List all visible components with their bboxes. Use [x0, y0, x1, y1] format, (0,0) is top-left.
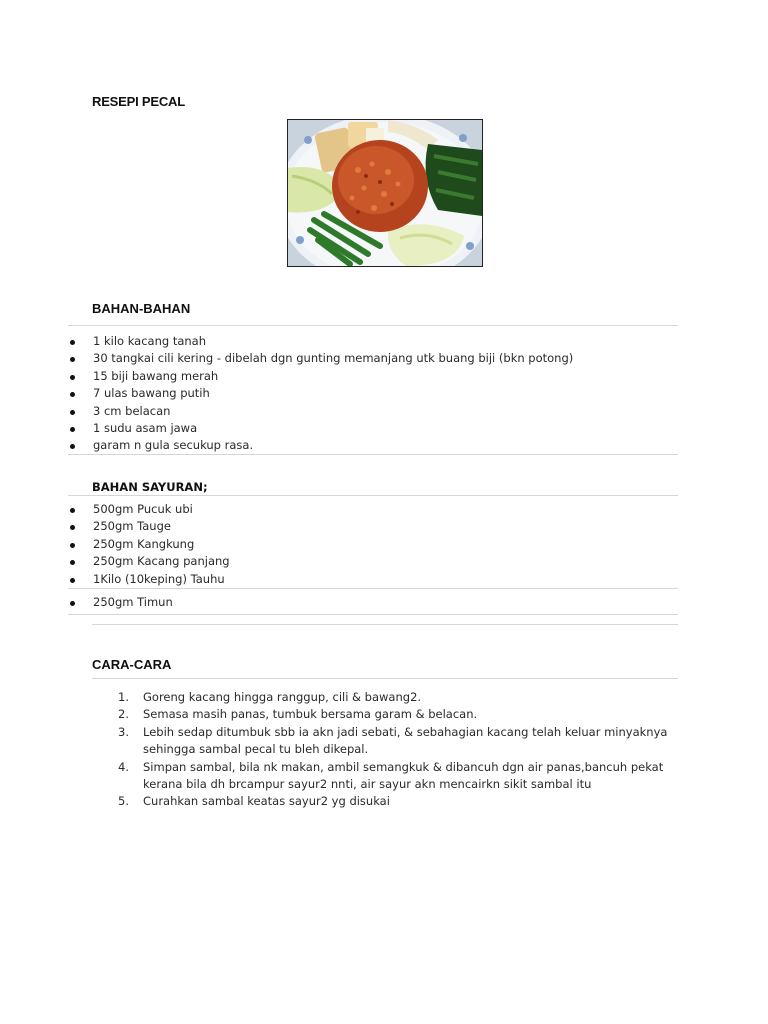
bullet-icon — [70, 543, 75, 548]
list-item — [0, 437, 573, 454]
step-text: Curahkan sambal keatas sayur2 yg disukai — [143, 794, 390, 809]
step-item — [0, 724, 700, 759]
cara-steps — [0, 689, 700, 811]
list-item — [0, 350, 573, 367]
list-item-text: garam n gula secukup rasa. — [93, 438, 254, 453]
bahan-list — [0, 333, 573, 455]
step-item — [0, 706, 700, 723]
sayuran-extra-list — [0, 594, 173, 611]
pecal-dish-photo — [287, 119, 483, 267]
step-text: Semasa masih panas, tumbuk bersama garam & belacan. — [143, 707, 478, 722]
bahan-heading: BAHAN-BAHAN — [92, 301, 191, 316]
list-item-text: 1 sudu asam jawa — [93, 420, 198, 435]
step-text: Goreng kacang hingga ranggup, cili & bawang2. — [143, 690, 422, 704]
list-item-text: 3 cm belacan — [93, 403, 171, 418]
bullet-icon — [70, 508, 75, 513]
step-text: Lebih sedap ditumbuk sbb ia akn jadi sebati, & sebahagian kacang telah keluar minyaknya sehingga sambal pecal tu bleh dikepal. — [143, 724, 668, 757]
list-item — [0, 368, 573, 385]
list-item-text: 15 biji bawang merah — [93, 368, 219, 383]
step-number: 4. — [118, 759, 129, 774]
divider — [92, 678, 678, 679]
list-item — [0, 501, 230, 518]
step-text: Simpan sambal, bila nk makan, ambil semangkuk & dibancuh dgn air panas,bancuh pekat kerana bila dh brcampur sayur2 nnti, air sayur akn mencairkn sikit sambal itu — [143, 759, 664, 792]
list-item — [0, 594, 173, 611]
pecal-dish-illustration — [288, 120, 482, 266]
list-item — [0, 403, 573, 420]
step-number: 2. — [118, 707, 129, 722]
list-item-text: 500gm Pucuk ubi — [93, 502, 193, 516]
bullet-icon — [70, 410, 75, 415]
step-item — [0, 793, 700, 810]
list-item — [0, 518, 230, 535]
step-item — [0, 689, 700, 706]
list-item-text: 30 tangkai cili kering - dibelah dgn gunting memanjang utk buang biji (bkn potong) — [93, 351, 574, 366]
step-number: 3. — [118, 724, 129, 739]
bullet-icon — [70, 560, 75, 565]
divider — [68, 325, 678, 326]
divider — [68, 454, 678, 455]
bullet-icon — [70, 340, 75, 345]
list-item — [0, 333, 573, 350]
list-item-text: 250gm Tauge — [93, 519, 171, 534]
divider — [68, 614, 678, 615]
recipe-title: RESEPI PECAL — [92, 94, 185, 109]
list-item — [0, 420, 573, 437]
list-item-text: 1Kilo (10keping) Tauhu — [93, 571, 225, 586]
bullet-icon — [70, 392, 75, 397]
list-item — [0, 571, 230, 588]
bullet-icon — [70, 525, 75, 530]
bullet-icon — [70, 427, 75, 432]
list-item-text: 7 ulas bawang putih — [93, 386, 210, 401]
list-item — [0, 536, 230, 553]
step-item — [0, 759, 700, 794]
bullet-icon — [70, 601, 75, 606]
sayuran-list — [0, 501, 230, 588]
list-item — [0, 553, 230, 570]
bullet-icon — [70, 444, 75, 449]
step-number: 1. — [118, 690, 129, 704]
list-item-text: 250gm Kangkung — [93, 536, 195, 551]
list-item-text: 1 kilo kacang tanah — [93, 334, 207, 348]
divider — [92, 624, 678, 625]
bullet-icon — [70, 375, 75, 380]
list-item-text: 250gm Timun — [93, 595, 173, 609]
bullet-icon — [70, 578, 75, 583]
step-number: 5. — [118, 794, 129, 809]
sayuran-heading: BAHAN SAYURAN; — [92, 480, 208, 494]
list-item-text: 250gm Kacang panjang — [93, 554, 230, 569]
cara-heading: CARA-CARA — [92, 657, 172, 672]
bullet-icon — [70, 357, 75, 362]
list-item — [0, 385, 573, 402]
divider — [68, 588, 678, 589]
divider — [68, 495, 678, 496]
